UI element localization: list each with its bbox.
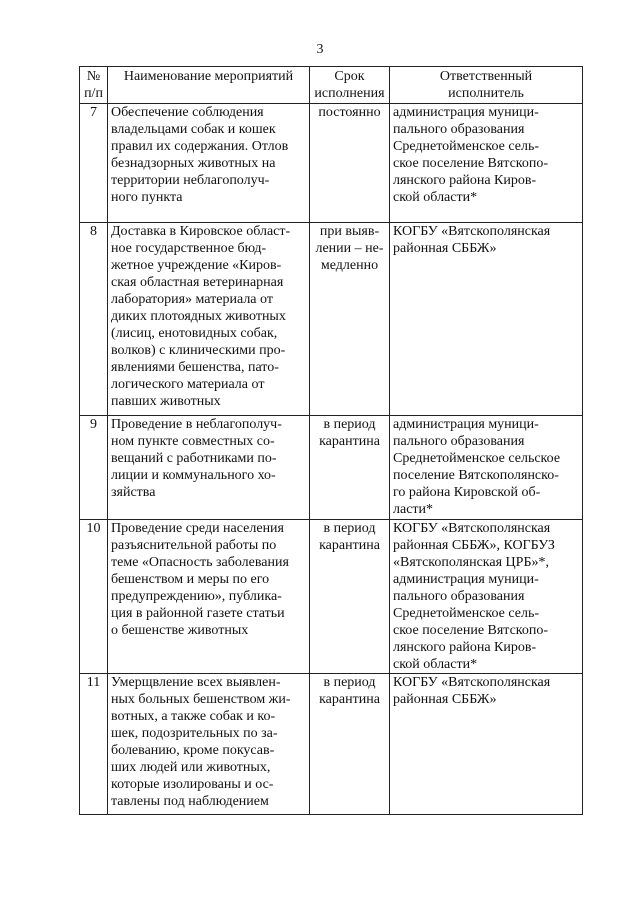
row-responsible: администрация муници- пального образования Среднетойменское сель- ское поселение Вятскопо- лянского района Киров- ской области* xyxy=(390,104,583,223)
header-name: Наименование мероприятий xyxy=(108,67,310,104)
row-term: в период карантина xyxy=(310,416,390,520)
row-num: 10 xyxy=(80,520,108,674)
row-num: 11 xyxy=(80,674,108,815)
header-responsible: Ответственный исполнитель xyxy=(390,67,583,104)
table-row xyxy=(80,674,583,815)
row-name: Проведение среди населения разъяснительной работы по теме «Опасность заболевания бешенством и меры по его предупреждению», публика- ция в районной газете статьи о бешенстве животных xyxy=(108,520,310,674)
table-row xyxy=(80,520,583,674)
row-name: Обеспечение соблюдения владельцами собак и кошек правил их содержания. Отлов безнадзорных животных на территории неблагополуч- ного пункта xyxy=(108,104,310,223)
table-row xyxy=(80,223,583,416)
row-responsible: администрация муници- пального образования Среднетойменское сельское поселение Вятскополянско- го района Кировской об- ласти* xyxy=(390,416,583,520)
table-header-row xyxy=(80,67,583,104)
table-row xyxy=(80,416,583,520)
row-num: 9 xyxy=(80,416,108,520)
row-num: 7 xyxy=(80,104,108,223)
row-num: 8 xyxy=(80,223,108,416)
row-name: Проведение в неблагополуч- ном пункте совместных со- вещаний с работниками по- лиции и коммунального хо- зяйства xyxy=(108,416,310,520)
row-term: постоянно xyxy=(310,104,390,223)
row-name: Умерщвление всех выявлен- ных больных бешенством жи- вотных, а также собак и ко- шек, подозрительных по за- болеванию, кроме покусав- ших людей или животных, которые изолированы и ос- тавлены под наблюдением xyxy=(108,674,310,815)
row-term: в период карантина xyxy=(310,674,390,815)
row-responsible: КОГБУ «Вятскополянская районная СББЖ» xyxy=(390,223,583,416)
row-term: в период карантина xyxy=(310,520,390,674)
measures-table xyxy=(79,66,583,815)
table-row xyxy=(80,104,583,223)
header-term: Срок исполнения xyxy=(310,67,390,104)
row-name: Доставка в Кировское област- ное государственное бюд- жетное учреждение «Киров- ская областная ветеринарная лаборатория» материала от диких плотоядных животных (лисиц, енотовидных собак, волков) с клиническими про- явлениями бешенства, пато- логического материала от павших животных xyxy=(108,223,310,416)
row-responsible: КОГБУ «Вятскополянская районная СББЖ», КОГБУЗ «Вятскополянская ЦРБ»*, администрация муници- пального образования Среднетойменское сель- ское поселение Вятскопо- лянского района Киров- ской области* xyxy=(390,520,583,674)
header-num: № п/п xyxy=(80,67,108,104)
row-term: при выяв- лении – не- медленно xyxy=(310,223,390,416)
row-responsible: КОГБУ «Вятскополянская районная СББЖ» xyxy=(390,674,583,815)
page-number: 3 xyxy=(316,42,324,57)
